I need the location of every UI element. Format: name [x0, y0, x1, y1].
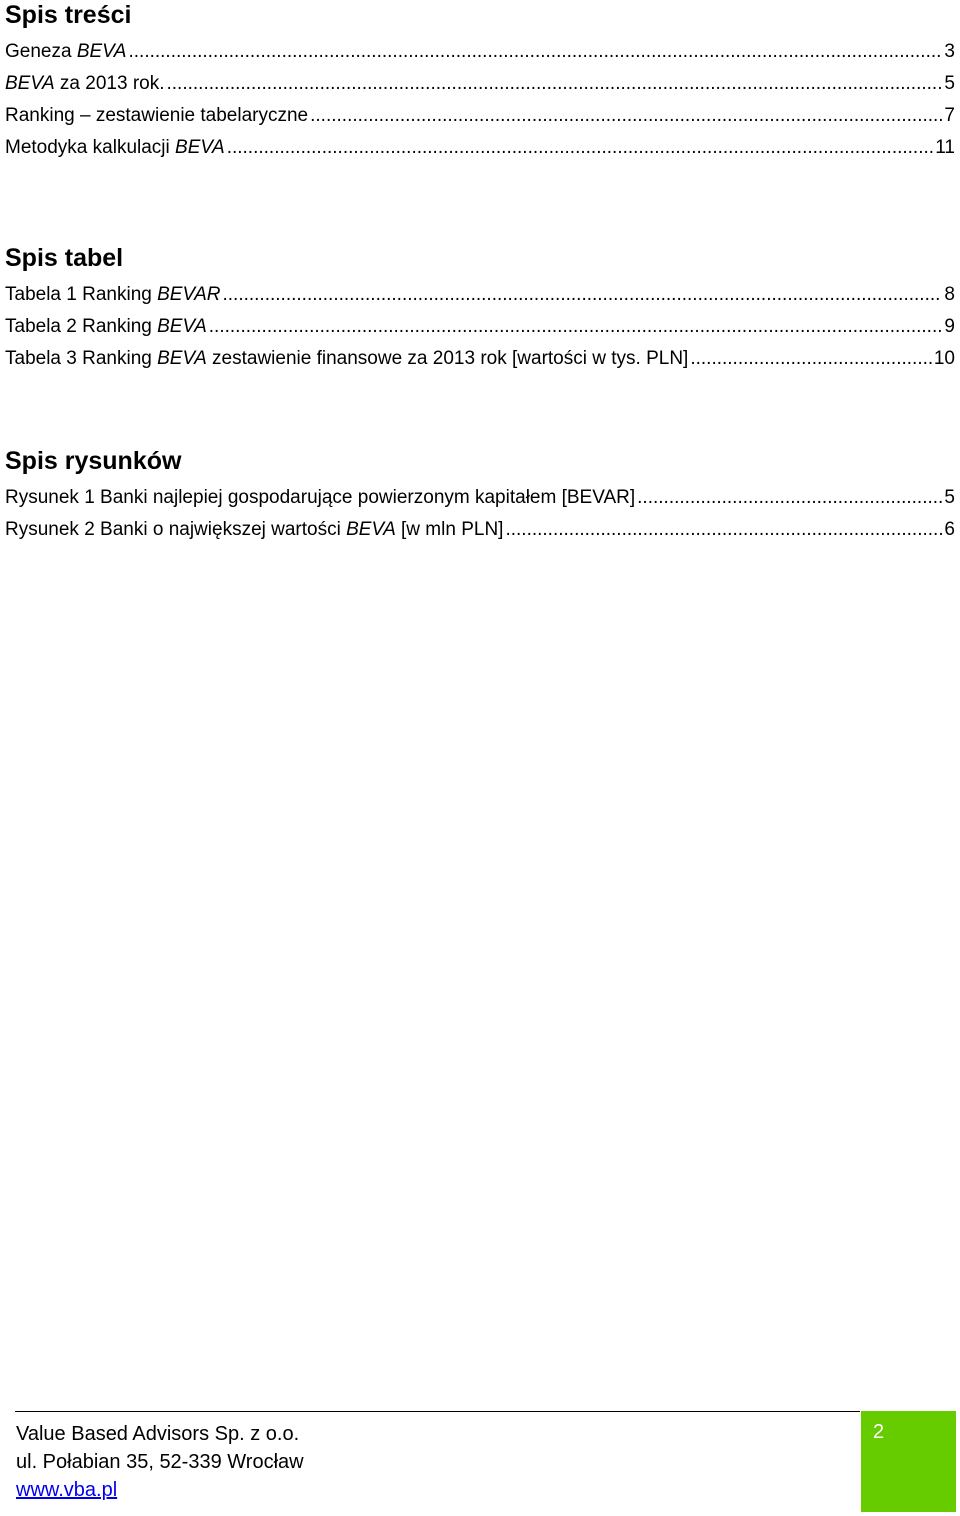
- page-number-box: [861, 1411, 956, 1512]
- list-of-tables: [5, 243, 955, 375]
- page-number: 7: [944, 105, 955, 126]
- footer-page-number: 2: [873, 1421, 885, 1443]
- table-entry[interactable]: Tabela 1 Ranking BEVAR ..... 8: [5, 279, 955, 311]
- footer-info: [16, 1420, 304, 1504]
- page-number: 8: [944, 284, 955, 305]
- company-address: ul. Połabian 35, 52-339 Wrocław: [16, 1451, 304, 1473]
- page-number: 10: [933, 348, 955, 369]
- table-entry[interactable]: Tabela 2 Ranking BEVA ..... 9: [5, 311, 955, 343]
- tables-heading: Spis tabel: [5, 244, 124, 272]
- page-number: 9: [944, 316, 955, 337]
- page-number: 3: [944, 41, 955, 62]
- dot-leader: [690, 343, 932, 375]
- footer-divider: [15, 1411, 860, 1412]
- page-number: 5: [944, 73, 955, 94]
- list-of-figures: [5, 446, 955, 546]
- dot-leader: [209, 311, 943, 343]
- page-number: 5: [944, 487, 955, 508]
- table-of-contents: [5, 0, 955, 164]
- dot-leader: [128, 36, 942, 68]
- figure-entry[interactable]: Rysunek 1 Banki najlepiej gospodarujące powierzonym kapitałem [BEVAR] ..... 5: [5, 482, 955, 514]
- dot-leader: [637, 482, 942, 514]
- figures-heading: Spis rysunków: [5, 447, 182, 475]
- page-number: 6: [944, 519, 955, 540]
- dot-leader: [505, 514, 942, 546]
- dot-leader: [222, 279, 942, 311]
- toc-entry[interactable]: Geneza BEVA ..... 3: [5, 36, 955, 68]
- page-number: 11: [935, 137, 955, 158]
- toc-entry[interactable]: Metodyka kalkulacji BEVA ..... 11: [5, 132, 955, 164]
- dot-leader: [167, 68, 943, 100]
- company-name: Value Based Advisors Sp. z o.o.: [16, 1423, 300, 1445]
- table-entry[interactable]: Tabela 3 Ranking BEVA zestawienie finansowe za 2013 rok [wartości w tys. PLN] ..... 10: [5, 343, 955, 375]
- toc-heading: Spis treści: [5, 1, 132, 29]
- figure-entry[interactable]: Rysunek 2 Banki o największej wartości BEVA [w mln PLN] ..... 6: [5, 514, 955, 546]
- dot-leader: [310, 100, 942, 132]
- toc-entry[interactable]: BEVA za 2013 rok. ..... 5: [5, 68, 955, 100]
- website-link[interactable]: www.vba.pl: [16, 1479, 118, 1501]
- toc-entry[interactable]: Ranking – zestawienie tabelaryczne ..... 7: [5, 100, 955, 132]
- dot-leader: [227, 132, 934, 164]
